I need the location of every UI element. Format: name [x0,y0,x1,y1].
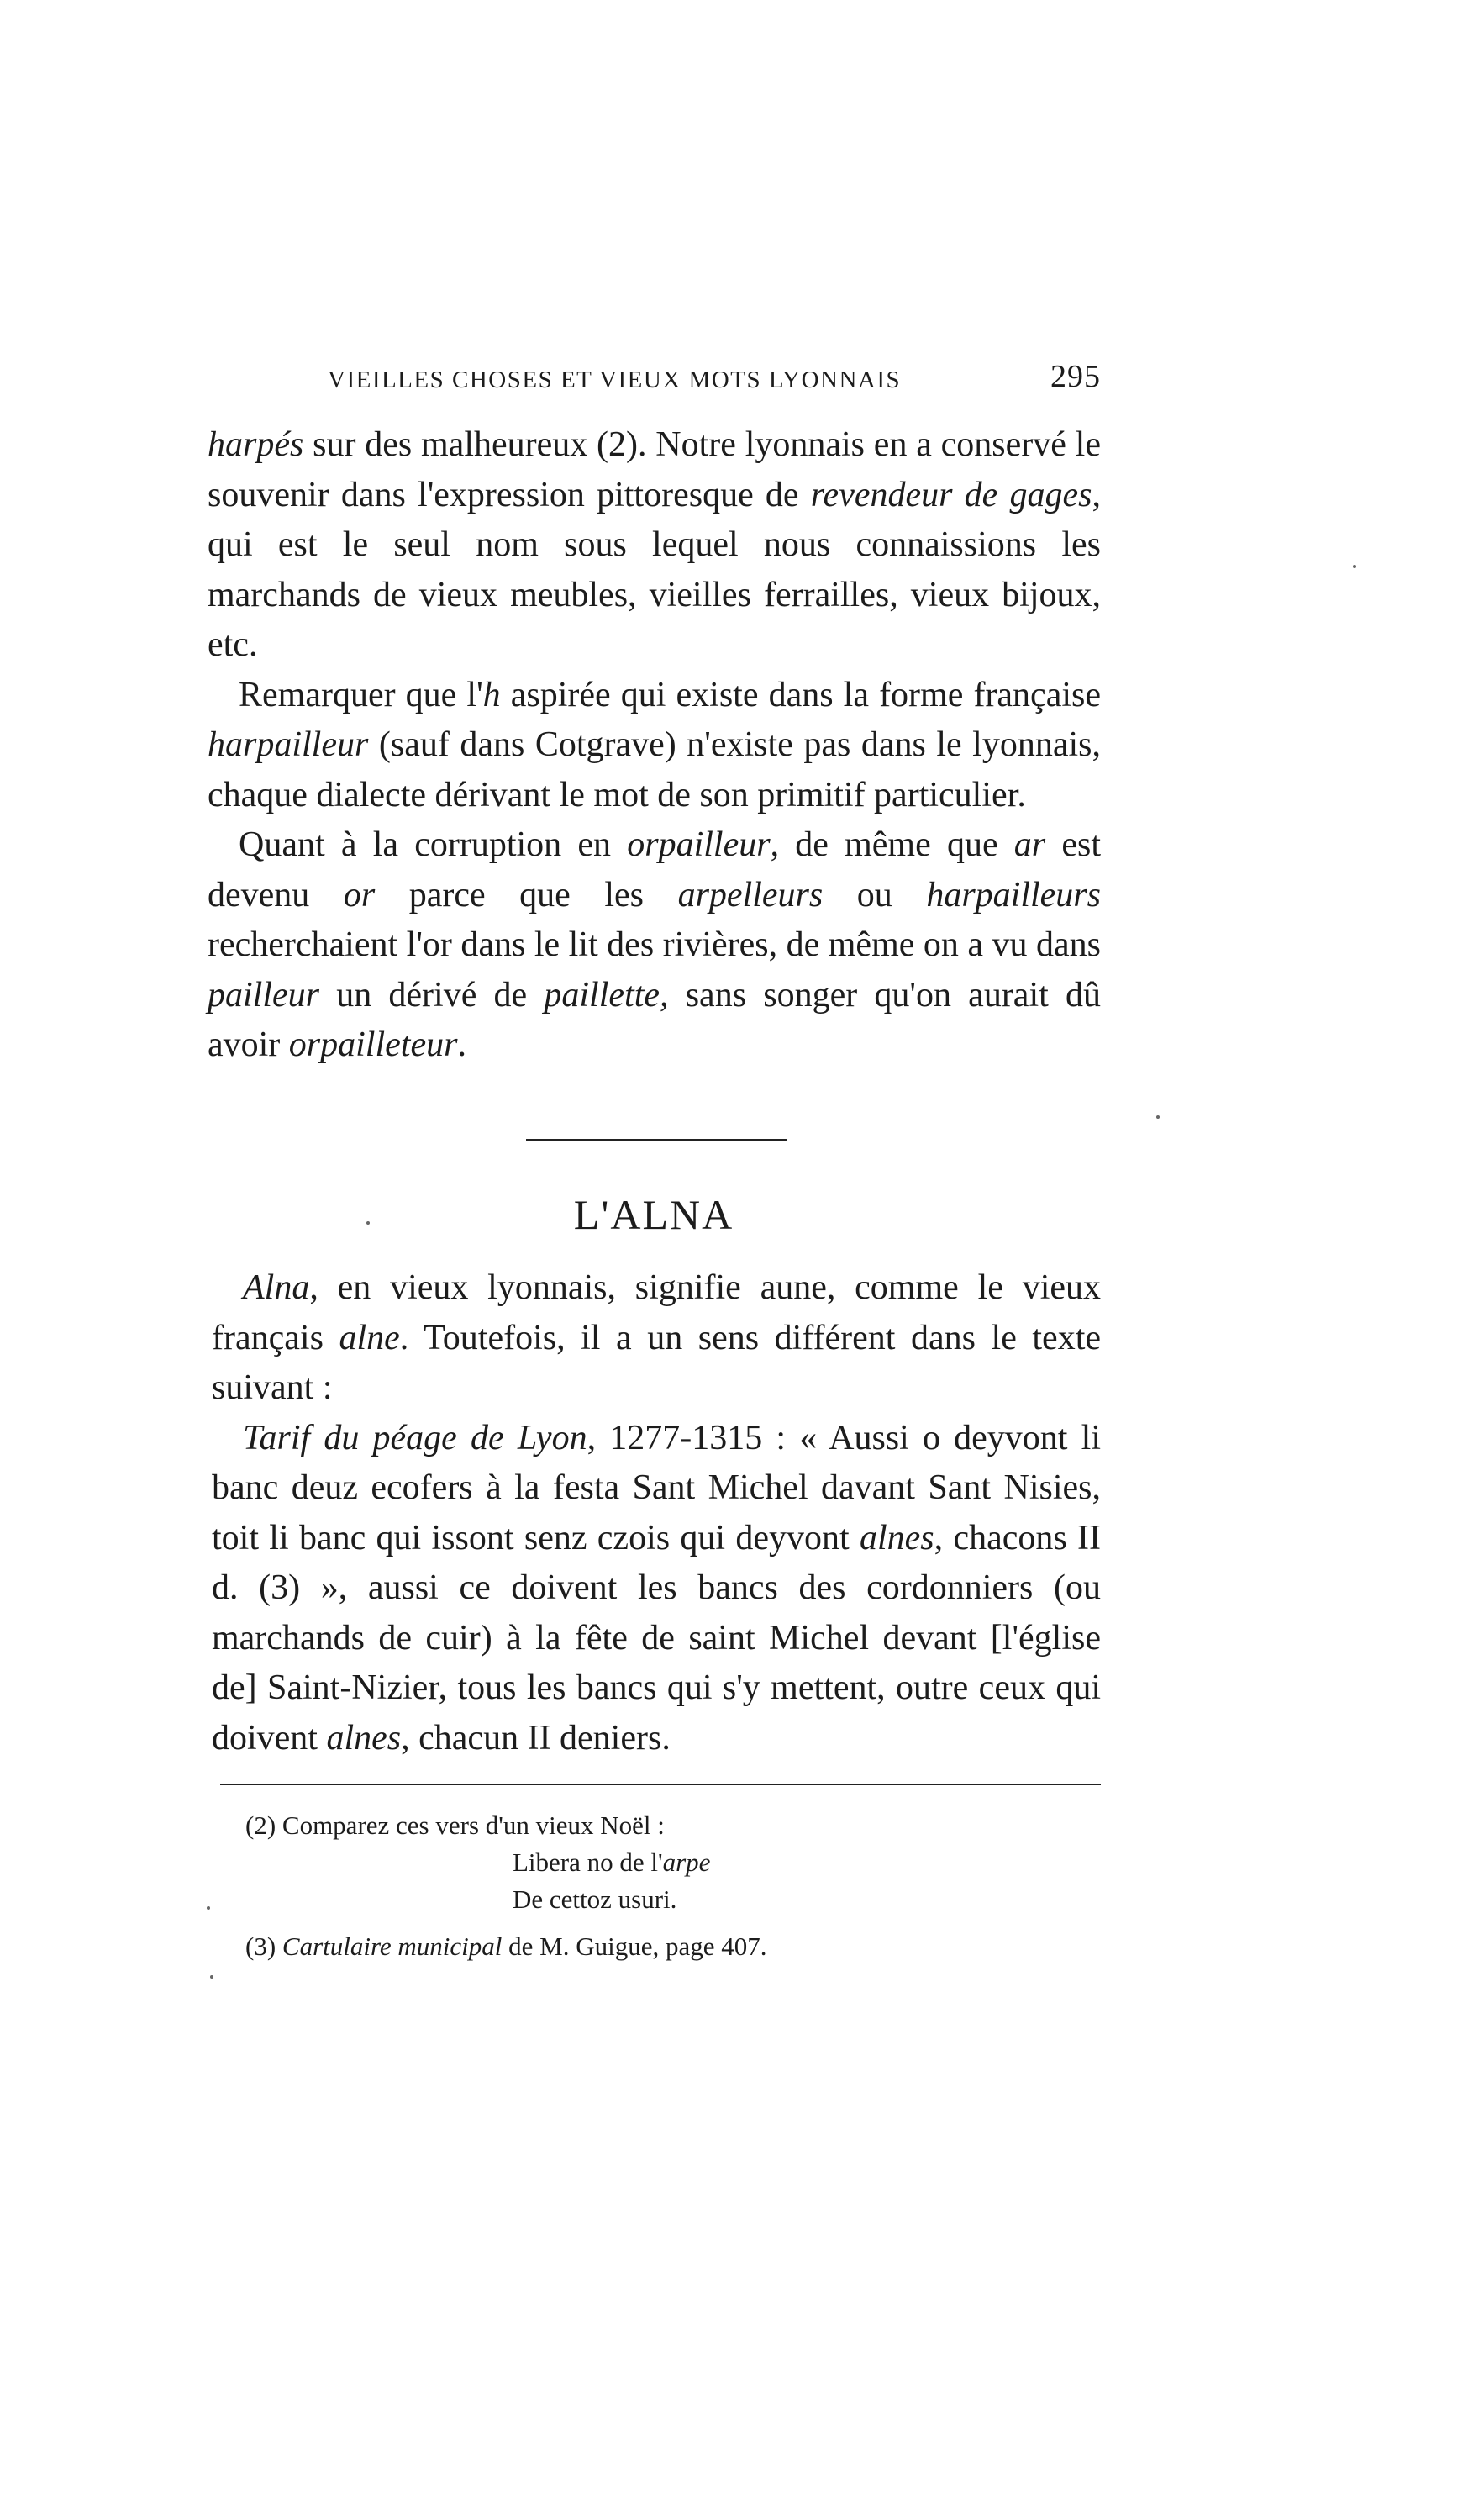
italic-term: alne [339,1318,400,1357]
italic-term: alnes [859,1518,934,1557]
running-head [328,359,1101,397]
section-title: L'ALNA [573,1191,734,1238]
paper-speck [1353,565,1356,568]
paragraph: Remarquer que l'h aspirée qui existe dans la forme française harpailleur (sauf dans Cotgrave) n'existe pas dans le lyonnais, chaque dialecte dérivant le mot de son primitif particulier. [208,675,1101,814]
paragraph: Alna, en vieux lyonnais, signifie aune, comme le vieux français alne. Toutefois, il a un sens différent dans le texte suivant : [212,1268,1101,1407]
spacer [245,1918,1101,1928]
paper-speck [1156,1115,1160,1119]
italic-term: arpe [662,1847,711,1877]
paper-speck [366,1221,370,1225]
footnotes [245,1807,1101,1965]
paper-speck [207,1906,210,1910]
paper-speck [210,1975,213,1979]
italic-term: ar [1013,825,1046,864]
italic-term: revendeur de gages [810,475,1092,514]
footnote-verse-line: Libera no de l'arpe [513,1847,711,1877]
running-title: VIEILLES CHOSES ET VIEUX MOTS LYONNAIS [328,366,902,393]
footnote-3: (3) Cartulaire municipal de M. Guigue, page 407. [245,1931,767,1961]
italic-term: Cartulaire municipal [282,1931,503,1961]
paragraph: harpés sur des malheureux (2). Notre lyonnais en a conservé le souvenir dans l'expression pittoresque de revendeur de gages, qui est le seul nom sous lequel nous connaissions les marchands de vieux meubles, vieilles ferrailles, vieux bijoux, etc. [208,425,1101,664]
section-text [212,1263,1101,1763]
italic-term: orpailleur [627,825,771,864]
italic-term: harpailleurs [926,875,1101,914]
italic-term: harpés [208,425,304,464]
italic-term: or [343,875,376,914]
section-divider [526,1139,787,1141]
italic-term: orpailleteur [288,1025,458,1064]
page-number: 295 [1050,359,1101,394]
italic-term: Alna [243,1268,310,1307]
paragraph: Tarif du péage de Lyon, 1277-1315 : « Aussi o deyvont li banc deuz ecofers à la festa Sant Michel davant Sant Nisies, toit li banc qui issont senz czois qui deyvont alnes, chacons II d. (3) », aussi ce doivent les bancs des cordonniers (ou marchands de cuir) à la fête de saint Michel devant [l'église de] Saint-Nizier, tous les bancs qui s'y mettent, outre ceux qui doivent alnes, chacun II deniers. [212,1418,1101,1758]
footnote-divider [220,1784,1101,1785]
main-text [208,420,1101,1071]
italic-term: h [482,675,501,714]
italic-term: pailleur [208,975,319,1014]
italic-term: Tarif du péage de Lyon [243,1418,587,1457]
italic-term: paillette, [544,975,669,1014]
footnote-verse-line: De cettoz usuri. [513,1884,677,1914]
paragraph: Quant à la corruption en orpailleur, de même que ar est devenu or parce que les arpelleurs ou harpailleurs recherchaient l'or dans le lit des rivières, de même on a vu dans pailleur un dérivé de paillette, sans songer qu'on aurait dû avoir orpailleteur. [208,825,1102,1064]
italic-term: alnes [326,1718,402,1758]
italic-term: arpelleurs [677,875,824,914]
italic-term: harpailleur [208,725,369,764]
footnote-2: (2) Comparez ces vers d'un vieux Noël : [245,1810,665,1840]
